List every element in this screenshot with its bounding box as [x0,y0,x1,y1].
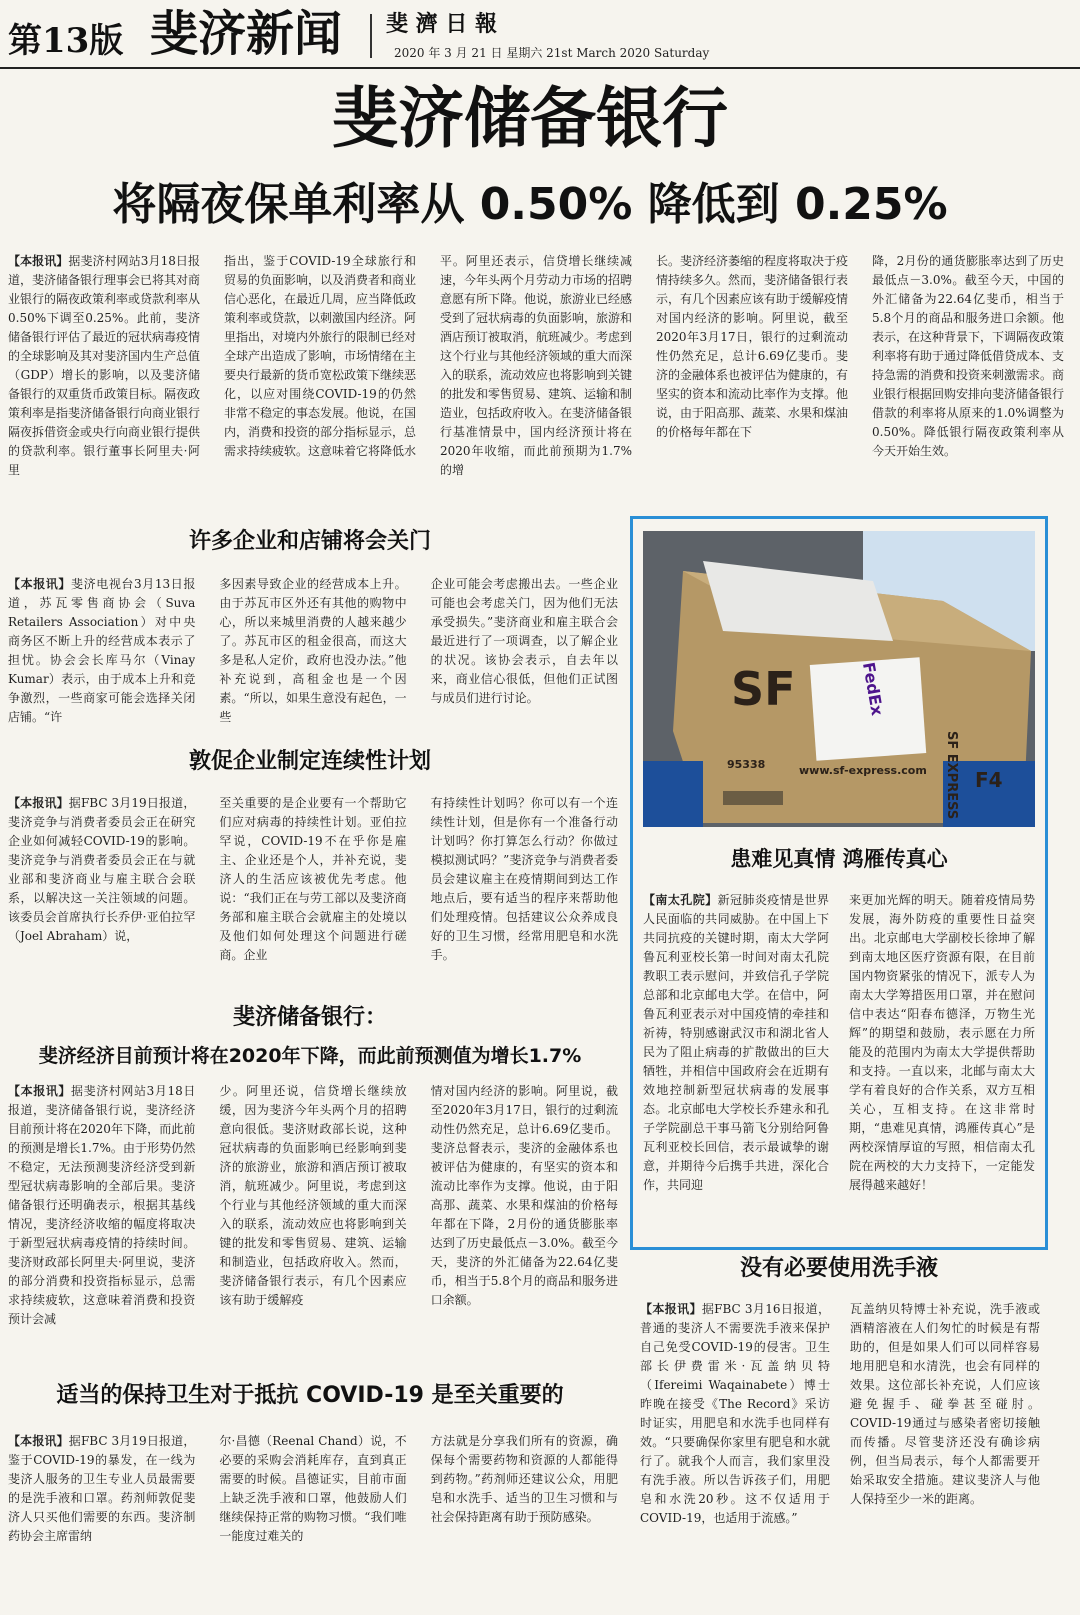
story4-subtitle: 斐济经济目前预计将在2020年下降，而此前预测值为增长1.7% [38,1045,582,1067]
story5-title: 适当的保持卫生对于抵抗 COVID-19 是至关重要的 [56,1383,564,1408]
story2-col-3: 企业可能会考虑搬出去。一些企业可能也会考虑关门，因为他们无法承受损失。”斐济商业和雇主联合会最近进行了一项调查，以了解企业的状况。该协会表示，自去年以来，商业信心很低，但他们正试图与成员们进行讨论。 [430,577,618,705]
box-brand-logo: SF [731,662,796,716]
dateline: 2020 年 3 月 21 日 星期六 21st March 2020 Saturday [394,46,710,60]
story2-body [8,575,618,727]
lead-col-4: 长。斐济经济萎缩的程度将取决于疫情持续多久。然而，斐济储备银行表示，有几个因素应该有助于缓解疫情对国内经济的影响。阿里说，截至2020年3月17日，银行的过剩流动性仍然充足，总计6.69亿斐币。斐济的金融体系也被评估为健康的，有坚实的资本和流动比率作为支撑。他说，由于阳高那、蔬菜、水果和煤油的价格每年都在下 [656,254,848,439]
story3-col-3: 有持续性计划吗？你可以有一个连续性计划，但是你有一个准备行动计划吗？你打算怎么行动？你做过模拟测试吗？”斐济竞争与消费者委员会建议雇主在疫情期间到达工作地点后，要有适当的程序来帮助他们处理疫情。包括建议公众养成良好的卫生习惯，经常用肥皂和水洗手。 [430,796,618,962]
story3-title: 敦促企业制定连续性计划 [188,749,431,774]
story6-title: 没有必要使用洗手液 [739,1256,938,1281]
feature-photo [643,531,1035,827]
masthead-divider [370,14,372,58]
lead-tag: 【本报讯】 [8,254,69,268]
box-code: F4 [975,768,1003,792]
story4-col-2: 少。阿里还说，信贷增长继续放缓，因为斐济今年头两个月的招聘意向很低。斐济财政部长说，这种冠状病毒的负面影响已经影响到斐济的旅游业，旅游和酒店预订被取消，航班减少。阿里说，考虑到这个行业与其他经济领域的重大而深入的联系，流动效应也将影响到关键的批发和零售贸易、建筑、运输和制造业，包括政府收入。然而，斐济储备银行表示，有几个因素应该有助于缓解疫 [219,1084,407,1307]
lead-col-3: 平。阿里还表示，信贷增长继续减速，今年头两个月劳动力市场的招聘意愿有所下降。他说，旅游业已经感受到了冠状病毒的负面影响，旅游和酒店预订被取消，航班减少。考虑到这个行业与其他经济领域的重大而深入的联系，流动效应也将影响到关键的批发和零售贸易、建筑、运输和制造业，包括政府收入。在斐济储备银行基准情景中，国内经济预计将在2020年收缩，而此前预期为1.7%的增 [440,254,632,477]
story2-col-2: 多因素导致企业的经营成本上升。由于苏瓦市区外还有其他的购物中心，所以来城里消费的人越来越少了。苏瓦市区的租金很高，而这大多是私人定价，政府也没办法。”他补充说到，高租金也是一个因素。“所以，如果生意没有起色，一些 [219,577,407,724]
lead-col-5: 降，2月份的通货膨胀率达到了历史最低点－3.0%。截至今天，中国的外汇储备为22.64亿斐币，相当于5.8个月的商品和服务进口余额。他表示，在这种背景下，下调隔夜政策利率将有助于通过降低借贷成本、支持急需的消费和投资来刺激需求。商业银行根据回购安排向斐济储备银行借款的利率将从原来的1.0%调整为0.50%。降低银行隔夜政策利率从今天开始生效。 [872,254,1064,458]
story2-title: 许多企业和店铺将会关门 [188,529,431,554]
story6-col-1-text: 据FBC 3月16日报道，普通的斐济人不需要洗手液来保护自己免受COVID-19的侵害。卫生部长伊费雷米·瓦盖纳贝特（Ifereimi Waqainabete）博士昨晚在接受《The Record》采访时证实，用肥皂和水洗手也同样有效。“只要确保你家里有肥皂和水就行了。就我个人而言，我们家里没有洗手液。所以告诉孩子们，用肥皂和水洗20秒。这不仅适用于COVID-19，也适用于流感。” [640,1302,830,1525]
story3-col-1 [8,794,195,984]
story3-tag: 【本报讯】 [8,796,69,810]
story4-body [8,1082,618,1344]
story6-col-2: 瓦盖纳贝特博士补充说，洗手液或酒精溶液在人们匆忙的时候是有帮助的，但是如果人们可以同样容易地用肥皂和水清洗，也会有同样的效果。这位部长补充说，人们应该避免握手、碰拳甚至碰肘。COVID-19通过与感染者密切接触而传播。尽管斐济还没有确诊病例，但当局表示，每个人都需要开始采取安全措施。建议斐济人与他人保持至少一米的距离。 [850,1302,1040,1506]
story4-col-1 [8,1082,195,1344]
story4-col-1-text: 据斐济村网站3月18日报道，斐济储备银行说，斐济经济目前预计将在2020年下降，而此前的预测是增长1.7%。由于形势仍然不稳定，无法预测斐济经济受到新型冠状病毒影响的全部后果。斐济储备银行还明确表示，根据其基线情况，斐济经济收缩的幅度将取决于新型冠状病毒疫情的持续时间。斐济财政部长阿里夫·阿里说，斐济的部分消费和投资指标显示，总需求持续疲软，这意味着消费和投资预计会减 [8,1084,196,1326]
story5-col-3: 方法就是分享我们所有的资源，确保每个需要药物和资源的人都能得到药物。”药剂师还建议公众，用肥皂和水洗手、适当的卫生习惯和与社会保持距离有助于预防感染。 [430,1434,618,1524]
box-label-brand: FedEx [858,660,887,718]
story2-col-1 [8,575,195,727]
story5-col-1-text: 据FBC 3月19日报道，鉴于COVID-19的暴发，在一线为斐济人服务的卫生专业人员最需要的是洗手液和口罩。药剂师敦促斐济人只买他们需要的东西。斐济制药协会主席雷纳 [8,1434,196,1543]
feature-title: 患难见真情 鸿雁传真心 [730,847,948,871]
box-website: www.sf-express.com [799,764,927,777]
lead-col-1-text: 据斐济村网站3月18日报道，斐济储备银行理事会已将其对商业银行的隔夜政策利率或贷款利率从0.50%下调至0.25%。此前，斐济储备银行评估了最近的冠状病毒疫情的全球影响及其对斐济国内生产总值（GDP）增长的影响，以及斐济储备银行的双重货币政策目标。隔夜政策利率是指斐济储备银行向商业银行隔夜拆借资金或央行向商业银行提供的贷款利率。银行董事长阿里夫·阿里 [8,254,200,477]
story2-tag: 【本报讯】 [8,577,72,591]
story3-body [8,794,618,984]
story6-body [640,1300,1040,1610]
lead-subtitle: 将隔夜保单利率从 0.50% 降低到 0.25% [112,179,948,230]
feature-box [630,516,1048,1250]
story5-body [8,1432,618,1608]
lead-col-1 [8,252,200,506]
story6-col-1 [640,1300,830,1610]
masthead-rule [0,67,1080,69]
feature-tag: 【南太孔院】 [643,893,718,907]
masthead [0,0,1080,68]
page-number-label [8,18,133,64]
story4-title: 斐济储备银行： [232,1005,387,1030]
page-number-text: 第13版 [8,21,124,61]
story4-tag: 【本报讯】 [8,1084,72,1098]
story2-col-1-text: 斐济电视台3月13日报道，苏瓦零售商协会（Suva Retailers Association）对中央商务区不断上升的经营成本表示了担忧。协会会长库马尔（Vinay Kumar）表示，由于成本上升和竞争激烈，一些商家可能会选择关闭店铺。“许 [8,577,196,724]
feature-col-1 [643,891,829,1241]
feature-body [643,891,1035,1241]
feature-col-1-text: 新冠肺炎疫情是世界人民面临的共同威胁。在中国上下共同抗疫的关键时期，南太大学阿鲁瓦利亚校长第一时间对南太孔院教职工表示慰问，并致信孔子学院总部和北京邮电大学。在信中，阿鲁瓦利亚表示对中国疫情的牵挂和祈祷，特别感谢武汉市和湖北省人民为了阻止病毒的扩散做出的巨大牺牲，并相信中国政府会在近期有效地控制新型冠状病毒的发展事态。北京邮电大学校长乔建永和孔子学院副总干事马箭飞分别给阿鲁瓦利亚校长回信，表示最诚挚的谢意，并期待今后携手共进，深化合作，共同迎 [643,893,829,1192]
story3-col-1-text: 据FBC 3月19日报道，斐济竞争与消费者委员会正在研究企业如何减轻COVID-19的影响。斐济竞争与消费者委员会正在与就业部和斐济商业与雇主联合会联系，以解决这一关注领域的问题。该委员会首席执行长乔伊·亚伯拉罕（Joel Abraham）说， [8,796,196,943]
lead-col-2: 指出，鉴于COVID-19全球旅行和贸易的负面影响，以及消费者和商业信心恶化，在最近几周，应当降低政策利率或贷款，以刺激国内经济。阿里指出，对境内外旅行的限制已经对全球产出造成了影响，市场情绪在主要央行最新的货币宽松政策下继续恶化，以应对围绕COVID-19的仍然非常不稳定的事态发展。他说，在国内，消费和投资的部分指标显示，总需求持续疲软。这意味着它将降低水 [224,254,416,458]
feature-col-2: 来更加光辉的明天。随着疫情局势发展，海外防疫的重要性日益突出。北京邮电大学副校长徐坤了解到南太地区医疗资源有限，在目前国内物资紧张的情况下，派专人为南太大学筹措医用口罩，并在慰问信中表达“阳春布德泽，万物生光辉”的期望和鼓励，表示愿在力所能及的范围内为南太大学提供帮助和支持。一直以来，北邮与南太大学有着良好的合作关系，双方互相关心，互相支持。在这非常时期，“患难见真情，鸿雁传真心”是两校深情厚谊的写照，相信南太孔院在两校的大力支持下，一定能发展得越来越好！ [849,893,1035,1192]
lead-body [8,252,1064,506]
story4-col-3: 情对国内经济的影响。阿里说，截至2020年3月17日，银行的过剩流动性仍然充足，总计6.69亿斐币。斐济总督表示，斐济的金融体系也被评估为健康的，有坚实的资本和流动比率作为支撑。他说，由于阳高那、蔬菜、水果和煤油的价格每年都在下降，2月份的通货膨胀率达到了历史最低点－3.0%。截至今天，斐济的外汇储备为22.64亿斐币，相当于5.8个月的商品和服务进口余额。 [430,1084,618,1307]
box-side-text: SF EXPRESS [944,731,959,820]
story5-col-1 [8,1432,195,1608]
story5-tag: 【本报讯】 [8,1434,69,1448]
box-phone: 95338 [727,758,766,771]
story5-col-2: 尔·昌德（Reenal Chand）说，不必要的采购会消耗库存，直到真正需要的时候。昌德证实，目前市面上缺乏洗手液和口罩，他鼓励人们继续保持正常的购物习惯。“我们唯一能度过难关的 [219,1434,407,1543]
section-name: 斐济新闻 [150,6,343,62]
story6-tag: 【本报讯】 [640,1302,702,1316]
story3-col-2: 至关重要的是企业要有一个帮助它们应对病毒的持续性计划。亚伯拉罕说，COVID-19不在乎你是雇主、企业还是个人，并补充说，斐济人的生活应该被优先考虑。他说：“我们正在与劳工部以及斐济商务部和雇主联合会就雇主的处境以及他们如何处理这个问题进行磋商。企业 [219,796,407,962]
paper-name: 斐 濟 日 報 [386,11,497,37]
lead-title: 斐济储备银行 [332,80,728,157]
